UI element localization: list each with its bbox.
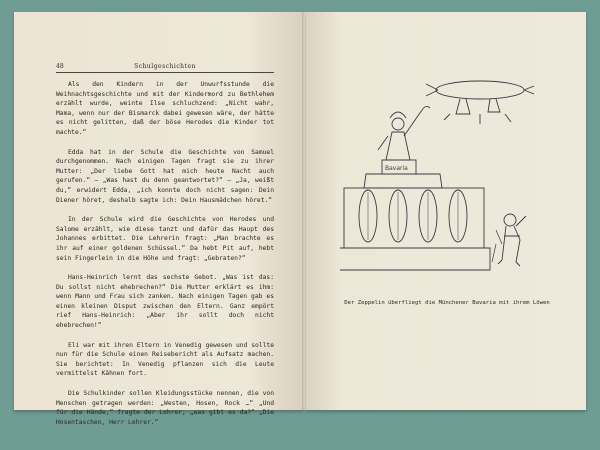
svg-text:Bavaria: Bavaria [385,165,408,172]
page-number: 48 [56,63,64,70]
child-drawing-illustration [330,70,540,290]
paragraph: Eli war mit ihren Eltern in Venedig gewesen und sollte nun für die Schule einen Reisebericht als Aufsatz machen. Sie berichtet: In Venedig pflanzen sich die Leute vermittelst Kähnen fort. [56,341,274,378]
body-text [56,80,274,437]
running-head [56,56,274,73]
paragraph: Hans-Heinrich lernt das sechste Gebot. „Was ist das: Du sollst nicht ehebrechen?“ Die Mutter erklärt es ihm: wenn Mann und Frau sich zanken. Nach einigen Tagen gab es einen kleinen Disput zwischen den Eltern. Ganz empört rief Hans-Heinrich: „Aber ihr sollt doch nicht ehebrechen!“ [56,274,274,330]
paragraph: Edda hat in der Schule die Geschichte von Samuel durchgenommen. Nach einigen Tagen fragt sie zu ihrer Mutter: „Der liebe Gott hat mich heute Nacht auch gerufen.“ – „Was hast du denn geantwortet?“ – „Ja, weißt du,“ erwidert Edda, „ich konnte doch nicht sagen: Dein Diener höret, deshalb sagte ich: Dein Hausmädchen höret.“ [56,148,274,204]
paragraph: Als den Kindern in der Unwurfsstunde die Weihnachtsgeschichte und mit der Kindermord zu Bethlehem erzählt wurde, weinte Ilse schluchzend: „Nicht wahr, Mama, wenn nur der Bismarck dabei gewesen wäre, der hätte es nicht gelitten, daß der böse Herodes die Kinder tot machte.“ [56,81,274,136]
bavaria-figure-drawing [378,106,430,160]
paragraph: In der Schule wird die Geschichte von Herodes und Salome erzählt, wie diese tanzt und dafür das Haupt des Johannes erbittet. Die Lehrerin fragt: „Man brachte es ihr auf einer goldenen Schüssel.“ Da hebt Pit auf, hebt sein Fingerlein in die Höhe und fragt: „Gebraten?“ [56,216,274,262]
illustration-caption: Der Zeppelin überfliegt die Münchener Bavaria mit ihrem Löwen [344,300,550,306]
zeppelin-drawing [436,81,524,99]
left-page [14,12,304,426]
monument-base-drawing [344,188,484,248]
paragraph: Die Schulkinder sollen Kleidungsstücke nennen, die von Menschen getragen werden: „Westen, Hosen, Rock …“ „Und für die Hände,“ fragte der Lehrer, „was gibt es da?“ „Die Hosentaschen, Herr Lehrer.“ [56,390,274,426]
running-title: Schulgeschichten [134,63,196,70]
lion-drawing [498,214,526,266]
